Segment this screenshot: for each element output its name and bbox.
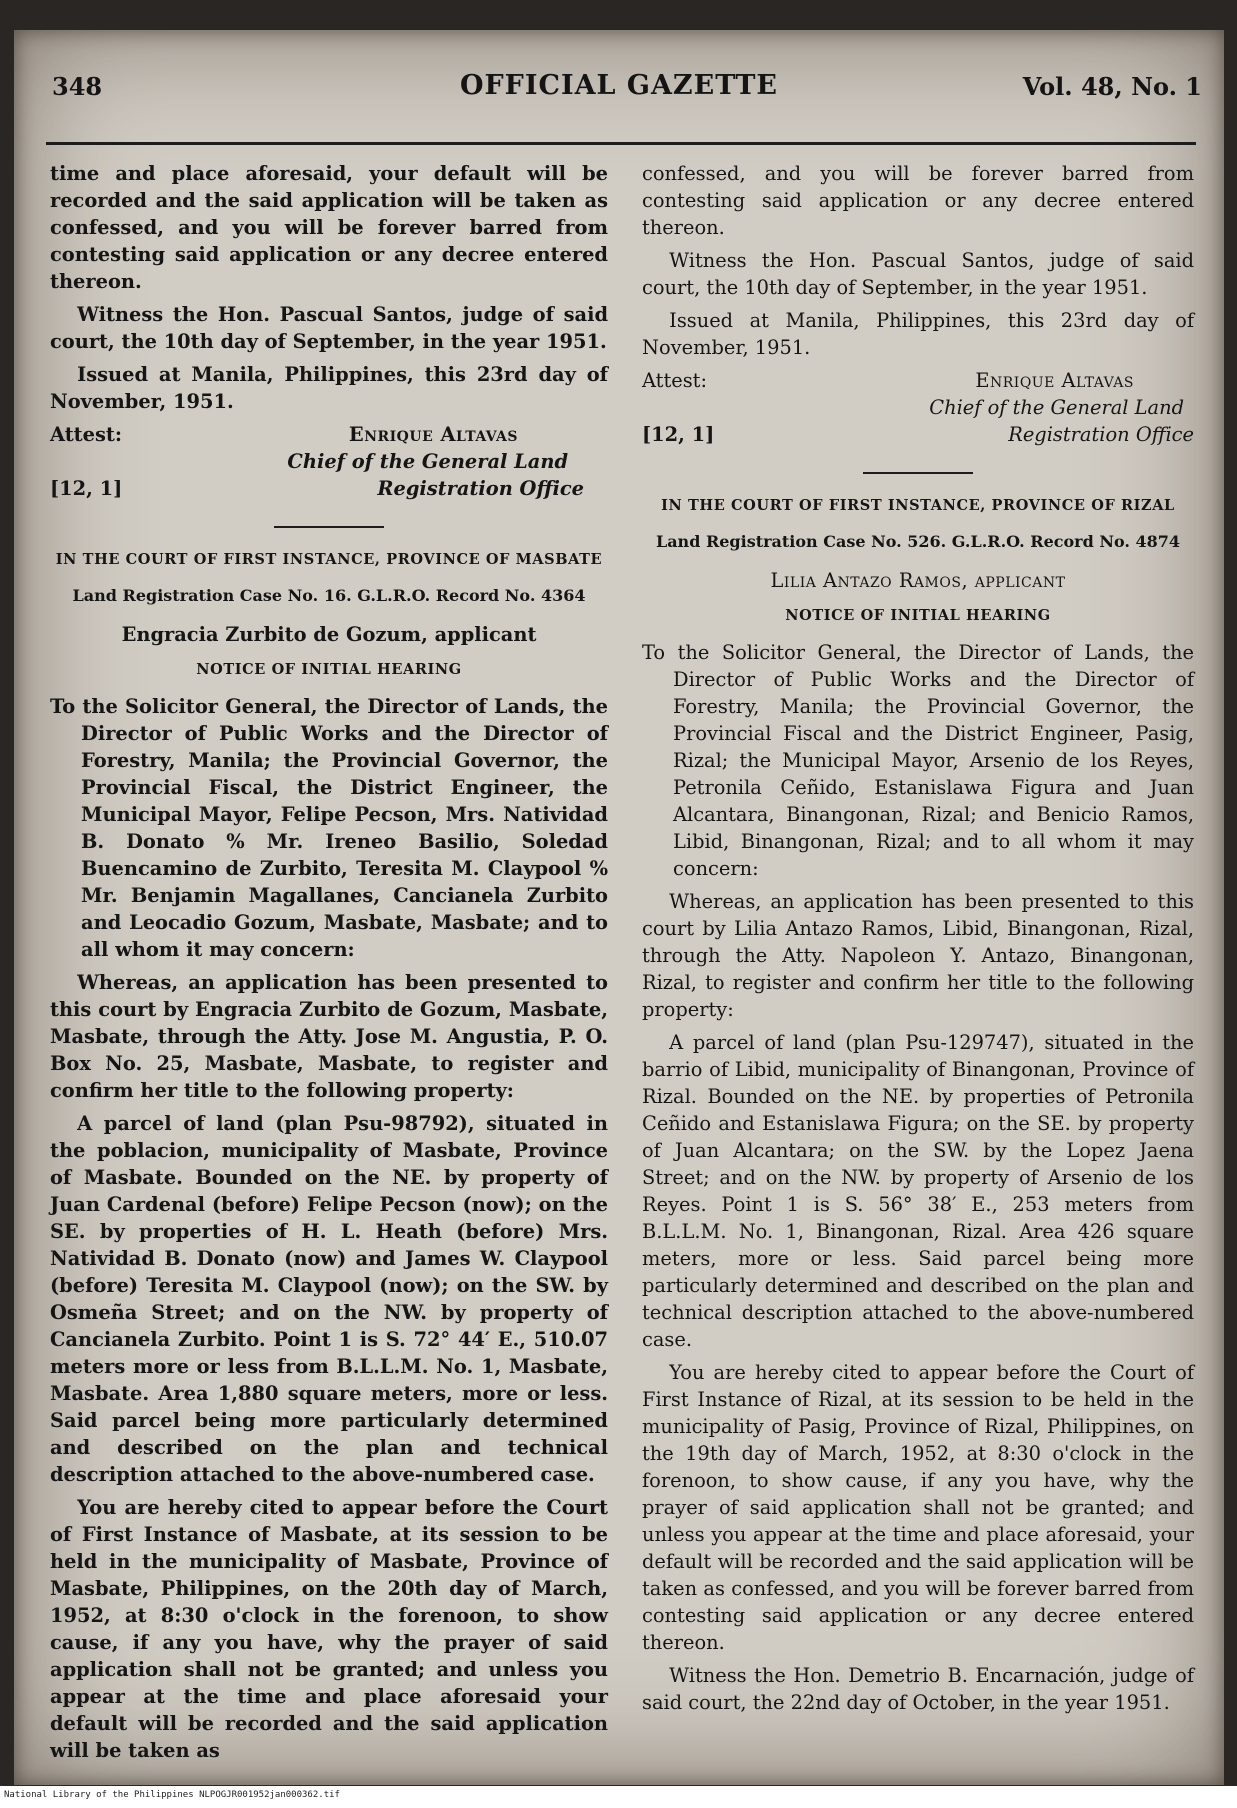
publication-title: OFFICIAL GAZETTE [459, 70, 779, 101]
attest-block [50, 421, 608, 448]
right-column [642, 160, 1194, 1722]
office-name: Registration Office [1008, 423, 1194, 446]
whereas-paragraph: Whereas, an application has been presented to this court by Engracia Zurbito de Gozum, Masbate, Masbate, through the Atty. Jose M. Angustia, P. O. Box No. 25, Masbate, Masbate, to register and confirm her title to the following property: [50, 971, 608, 1102]
parcel-description: A parcel of land (plan Psu-129747), situated in the barrio of Libid, municipality of Binangonan, Province of Rizal. Bounded on the NE. by properties of Petronila Ceñido and Estanislawa Figura; on the SE. by property of Juan Alcantara; on the SW. by the Lopez Jaena Street; and on the NW. by property of Arsenio de los Reyes. Point 1 is S. 56° 38′ E., 253 meters from B.L.L.M. No. 1, Binangonan, Rizal. Area 426 square meters, more or less. Said parcel being more particularly determined and described on the plan and technical description attached to the above-numbered case. [642, 1031, 1194, 1351]
court-heading: IN THE COURT OF FIRST INSTANCE, PROVINCE OF RIZAL [661, 497, 1175, 514]
citation-paragraph: You are hereby cited to appear before the Court of First Instance of Rizal, at its session to be held in the municipality of Pasig, Province of Rizal, Philippines, on the 19th day of March, 1952, at 8:30 o'clock in the forenoon, to show cause, if any you have, why the prayer of said application shall not be granted; and unless you appear at the time and place aforesaid, your default will be recorded and the said application will be taken as confessed, and you will be forever barred from contesting said application or any decree entered thereon. [642, 1361, 1194, 1654]
addressees: To the Solicitor General, the Director of Lands, the Director of Public Works and the Director of Forestry, Manila; the Provincial Governor, the Provincial Fiscal, the District Engineer, the Municipal Mayor, Felipe Pecson, Mrs. Natividad B. Donato % Mr. Ireneo Basilio, Soledad Buencamino de Zurbito, Teresita M. Claypool % Mr. Benjamin Magallanes, Cancianela Zurbito and Leocadio Gozum, Masbate, Masbate; and to all whom it may concern: [50, 695, 608, 961]
issued-text: Issued at Manila, Philippines, this 23rd day of November, 1951. [642, 309, 1194, 359]
issued-text: Issued at Manila, Philippines, this 23rd day of November, 1951. [50, 363, 608, 413]
volume-number: Vol. 48, No. 1 [1022, 72, 1202, 101]
applicant-line: Engracia Zurbito de Gozum, applicant [121, 623, 537, 646]
attest-label: Attest: [642, 369, 707, 392]
citation-paragraph: You are hereby cited to appear before the Court of First Instance of Masbate, at its session to be held in the municipality of Masbate, Province of Masbate, Philippines, on the 20th day of March, 1952, at 8:30 o'clock in the forenoon, to show cause, if any you have, why the prayer of said application shall not be granted; and unless you appear at the time and place aforesaid your default will be recorded and the said application will be taken as [50, 1496, 608, 1762]
scan-footer [0, 1786, 1237, 1808]
applicant-line: Lilia Antazo Ramos, applicant [770, 569, 1066, 592]
signer-title: Chief of the General Land [929, 396, 1184, 419]
reference-number: [12, 1] [50, 477, 123, 500]
witness-closing: Witness the Hon. Demetrio B. Encarnación, judge of said court, the 22nd day of October, in the year 1951. [642, 1664, 1194, 1714]
notice-heading: NOTICE OF INITIAL HEARING [196, 661, 462, 678]
addressees: To the Solicitor General, the Director of Lands, the Director of Public Works and the Director of Forestry, Manila; the Provincial Governor, the Provincial Fiscal and the District Engineer, Pasig, Rizal; the Municipal Mayor, Arsenio de los Reyes, Petronila Ceñido, Estanislawa Figura and Juan Alcantara, Binangonan, Rizal; and Benicio Ramos, Libid, Binangonan, Rizal; and to all whom it may concern: [642, 641, 1194, 880]
attest-label: Attest: [50, 423, 122, 446]
continued-text: confessed, and you will be forever barred from contesting said application or any decree entered thereon. [642, 162, 1194, 239]
section-divider [274, 526, 384, 528]
parcel-description: A parcel of land (plan Psu-98792), situated in the poblacion, municipality of Masbate, Province of Masbate. Bounded on the NE. by property of Juan Cardenal (before) Felipe Pecson (now); on the SE. by properties of H. L. Heath (before) Mrs. Natividad B. Donato (now) and James W. Claypool (before) Teresita M. Claypool (now); on the SW. by Osmeña Street; and on the NW. by property of Cancianela Zurbito. Point 1 is S. 72° 44′ E., 510.07 meters more or less from B.L.L.M. No. 1, Masbate, Masbate. Area 1,880 square meters, more or less. Said parcel being more particularly determined and described on the plan and technical description attached to the above-numbered case. [50, 1112, 608, 1486]
attest-block [642, 367, 1194, 394]
gazette-page [14, 30, 1224, 1785]
case-number: Land Registration Case No. 16. G.L.R.O. Record No. 4364 [72, 586, 586, 605]
witness-text: Witness the Hon. Pascual Santos, judge of said court, the 10th day of September, in the year 1951. [50, 303, 608, 353]
header-rule [46, 142, 1196, 145]
court-heading: IN THE COURT OF FIRST INSTANCE, PROVINCE OF MASBATE [55, 551, 603, 568]
left-column [50, 160, 608, 1770]
whereas-paragraph: Whereas, an application has been presented to this court by Lilia Antazo Ramos, Libid, Binangonan, Rizal, through the Atty. Napoleon Y. Antazo, Binangonan, Rizal, to register and confirm her title to the following property: [642, 890, 1194, 1021]
reference-row [642, 421, 1194, 448]
signer-name: Enrique Altavas [348, 423, 518, 446]
reference-row [50, 475, 608, 502]
scan-source: National Library of the Philippines NLPOGJR001952jan000362.tif [4, 1790, 340, 1800]
notice-heading: NOTICE OF INITIAL HEARING [785, 607, 1051, 624]
continued-text: time and place aforesaid, your default will be recorded and the said application will be taken as confessed, and you will be forever barred from contesting said application or any decree entered thereon. [50, 162, 608, 293]
section-divider [863, 472, 973, 474]
signer-title: Chief of the General Land [287, 450, 568, 473]
office-name: Registration Office [377, 477, 584, 500]
case-number: Land Registration Case No. 526. G.L.R.O. Record No. 4874 [655, 532, 1181, 551]
page-header [36, 60, 1202, 104]
witness-text: Witness the Hon. Pascual Santos, judge of said court, the 10th day of September, in the year 1951. [642, 249, 1194, 299]
reference-number: [12, 1] [642, 423, 715, 446]
page-number: 348 [52, 72, 103, 101]
signer-name: Enrique Altavas [975, 369, 1134, 392]
